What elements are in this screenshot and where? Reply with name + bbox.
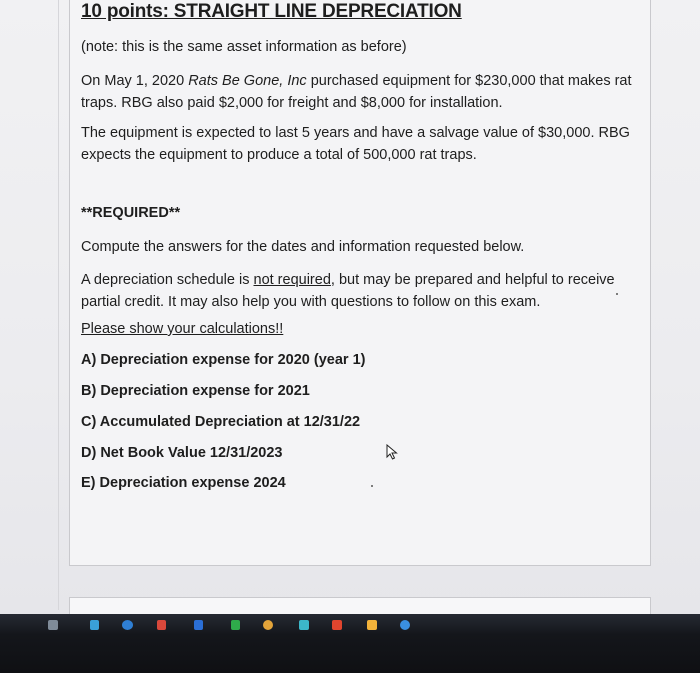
paragraph-purchase — [81, 70, 646, 114]
question-item-c: C) Accumulated Depreciation at 12/31/22 — [81, 414, 361, 430]
taskbar-app-icon[interactable] — [231, 620, 240, 630]
taskbar-app-icon[interactable] — [367, 620, 377, 630]
required-label: **REQUIRED** — [81, 205, 181, 221]
not-required-text: not required — [253, 272, 331, 288]
taskbar-app-icon[interactable] — [48, 620, 58, 630]
show-calculations: Please show your calculations!! — [81, 321, 284, 337]
paragraph-purchase-start: On May 1, 2020 — [81, 73, 189, 89]
taskbar-app-icon[interactable] — [157, 620, 166, 630]
taskbar-app-icon[interactable] — [194, 620, 203, 630]
paragraph-purchase-end: purchased equipment for $230,000 that makes rat traps. RBG also paid $2,000 for freight and $8,000 for installation. — [81, 73, 632, 111]
question-item-b: B) Depreciation expense for 2021 — [81, 383, 310, 399]
taskbar-app-icon[interactable] — [263, 620, 273, 630]
company-name: Rats Be Gone, Inc — [188, 73, 307, 89]
schedule-note — [81, 269, 646, 313]
schedule-note-end: , but may be prepared and helpful to receive partial credit. It may also help you with questions to follow on this exam. — [81, 272, 615, 310]
taskbar-app-icon[interactable] — [332, 620, 342, 630]
compute-instructions: Compute the answers for the dates and information requested below. — [81, 239, 525, 255]
question-item-a: A) Depreciation expense for 2020 (year 1) — [81, 352, 366, 368]
question-title: 10 points: STRAIGHT LINE DEPRECIATION — [81, 1, 462, 22]
schedule-note-start: A depreciation schedule is — [81, 272, 254, 288]
taskbar-app-icon[interactable] — [400, 620, 410, 630]
question-item-e: E) Depreciation expense 2024 — [81, 475, 286, 491]
stray-dot — [616, 293, 618, 295]
stray-dot — [371, 485, 373, 487]
taskbar-app-icon[interactable] — [122, 620, 133, 630]
question-note: (note: this is the same asset information as before) — [81, 39, 407, 55]
page-margin-line — [58, 0, 59, 610]
question-item-d: D) Net Book Value 12/31/2023 — [81, 445, 283, 461]
taskbar-app-icon[interactable] — [90, 620, 99, 630]
paragraph-useful-life: The equipment is expected to last 5 years and have a salvage value of $30,000. RBG expects the equipment to produce a total of 500,000 rat traps. — [81, 125, 630, 163]
taskbar-app-icon[interactable] — [299, 620, 309, 630]
mouse-pointer-icon — [386, 444, 398, 460]
taskbar — [0, 614, 700, 673]
